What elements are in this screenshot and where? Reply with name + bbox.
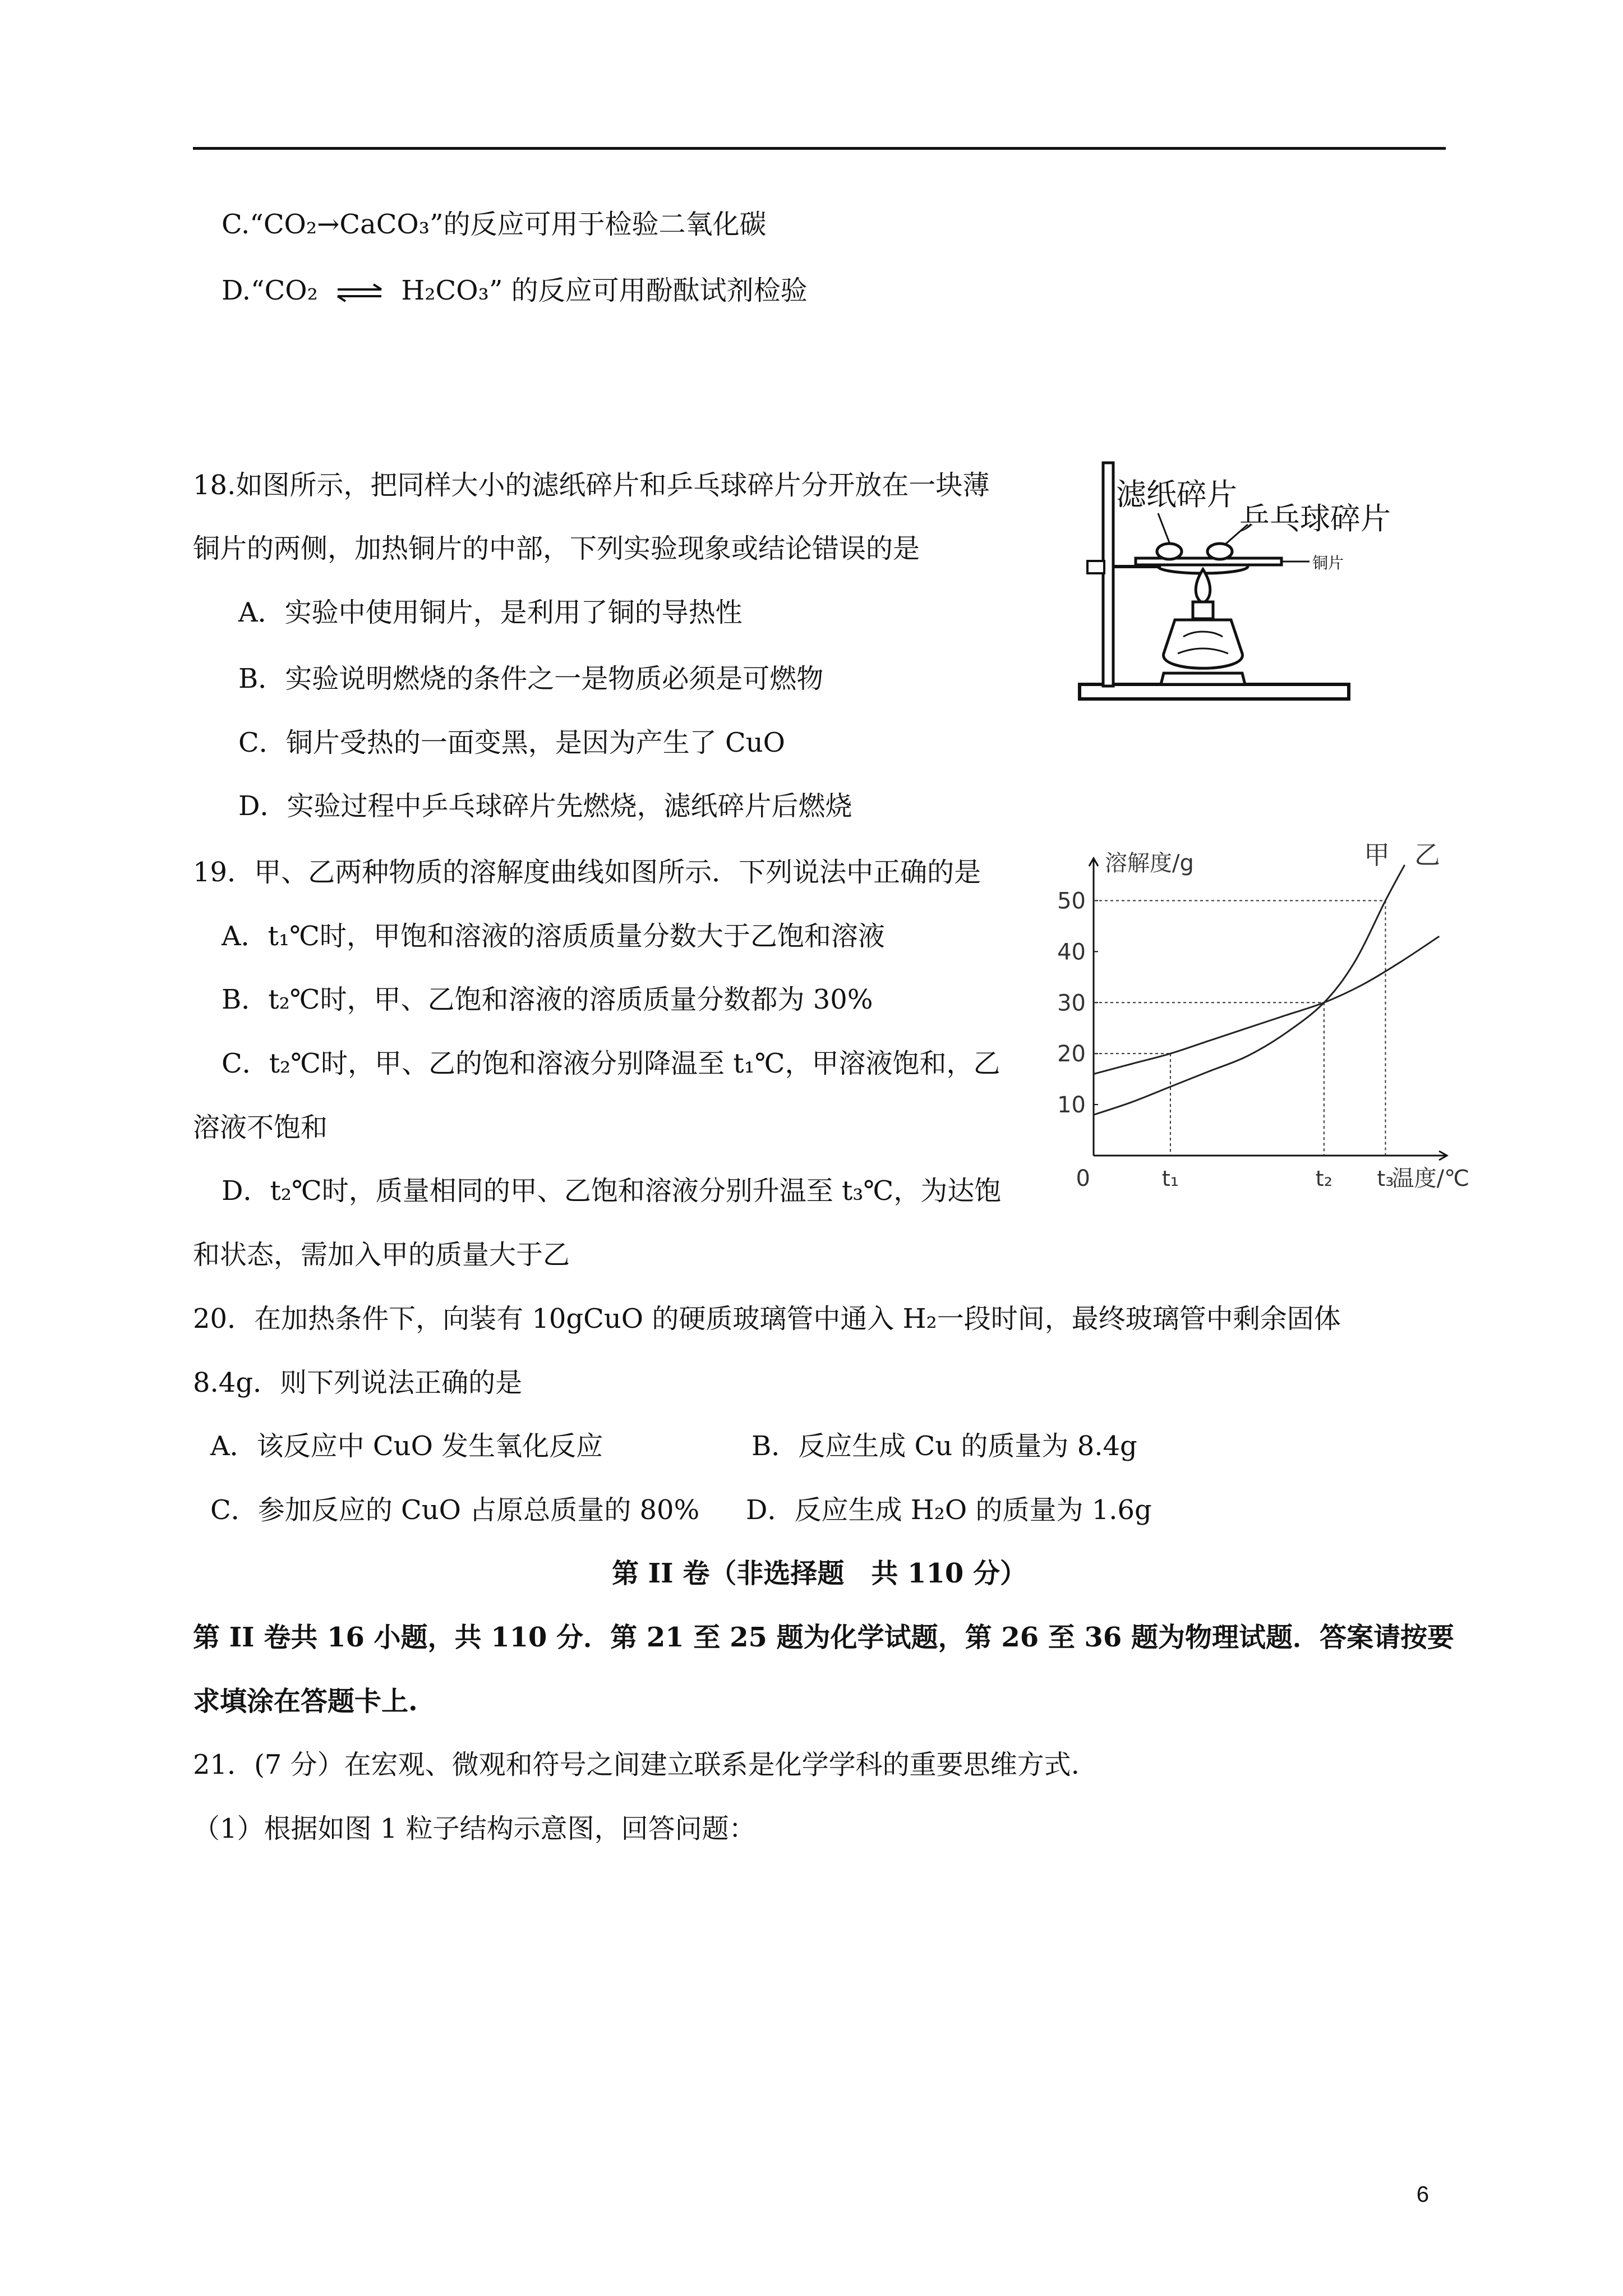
solubility-chart	[1054, 841, 1481, 1212]
combustion-apparatus-figure	[1074, 452, 1478, 710]
q18-stem-line2: 铜片的两侧，加热铜片的中部，下列实验现象或结论错误的是	[193, 533, 920, 564]
series-label-jia: 甲	[1364, 841, 1390, 870]
q19-option-c-line2: 溶液不饱和	[193, 1112, 328, 1143]
q20-stem-line2: 8.4g．则下列说法正确的是	[193, 1367, 523, 1398]
q21-stem: 21．(7 分）在宏观、微观和符号之间建立联系是化学学科的重要思维方式.	[193, 1749, 1080, 1780]
y-tick-label: 10	[1057, 1092, 1086, 1119]
q17-option-d-prefix: D.“CO₂	[222, 275, 318, 306]
q21-sub1: （1）根据如图 1 粒子结构示意图，回答问题：	[193, 1813, 756, 1844]
x-axis-label: 温度/℃	[1391, 1166, 1469, 1191]
section2-desc-line1: 第 II 卷共 16 小题，共 110 分．第 21 至 25 题为化学试题，第 26 至 36 题为物理试题．答案请按要	[193, 1622, 1455, 1653]
q19-option-a: A．t₁℃时，甲饱和溶液的溶质质量分数大于乙饱和溶液	[222, 921, 885, 952]
copper-plate	[1136, 558, 1281, 565]
q18-option-d: D．实验过程中乒乓球碎片先燃烧，滤纸碎片后燃烧	[238, 790, 852, 822]
label-filter-paper: 滤纸碎片	[1116, 477, 1237, 512]
q20-stem-line1: 20．在加热条件下，向装有 10gCuO 的硬质玻璃管中通入 H₂一段时间，最终玻璃管中剩余固体	[193, 1303, 1341, 1335]
q19-option-d-line1: D．t₂℃时，质量相同的甲、乙饱和溶液分别升温至 t₃℃，为达饱	[222, 1175, 1002, 1207]
q18-option-a: A．实验中使用铜片，是利用了铜的导热性	[238, 597, 743, 628]
reversible-arrow-icon	[334, 282, 385, 304]
x-tick-label: t₁	[1161, 1166, 1179, 1191]
label-copper: 铜片	[1312, 554, 1344, 572]
series-jia-line	[1094, 865, 1405, 1115]
x-tick-label: t₂	[1315, 1166, 1332, 1191]
q19-stem: 19．甲、乙两种物质的溶解度曲线如图所示．下列说法中正确的是	[193, 857, 981, 888]
alcohol-lamp	[1164, 620, 1243, 668]
section2-desc-line2: 求填涂在答题卡上.	[193, 1686, 418, 1717]
header-rule	[193, 147, 1446, 150]
q18-stem-line1: 18.如图所示，把同样大小的滤纸碎片和乒乓球碎片分开放在一块薄	[193, 470, 990, 501]
label-pingpong: 乒乓球碎片	[1239, 501, 1391, 536]
q17-option-c: C.“CO₂→CaCO₃”的反应可用于检验二氧化碳	[222, 209, 767, 240]
q17-option-d-suffix: H₂CO₃” 的反应可用酚酞试剂检验	[401, 275, 808, 306]
q20-option-d: D．反应生成 H₂O 的质量为 1.6g	[746, 1494, 1152, 1526]
section2-title: 第 II 卷（非选择题 共 110 分）	[612, 1558, 1027, 1589]
series-label-yi: 乙	[1414, 841, 1440, 870]
y-tick-label: 20	[1057, 1041, 1086, 1068]
q17-option-d	[222, 274, 808, 307]
pingpong-piece	[1207, 544, 1232, 559]
q19-option-d-line2: 和状态，需加入甲的质量大于乙	[193, 1239, 570, 1271]
stand-base	[1080, 684, 1349, 699]
q19-option-c-line1: C．t₂℃时，甲、乙的饱和溶液分别降温至 t₁℃，甲溶液饱和，乙	[222, 1048, 1000, 1079]
origin-label: 0	[1076, 1166, 1090, 1191]
q20-option-c: C．参加反应的 CuO 占原总质量的 80%	[210, 1494, 700, 1526]
y-tick-label: 30	[1057, 990, 1086, 1016]
q20-option-a: A．该反应中 CuO 发生氧化反应	[210, 1430, 603, 1462]
q18-option-c: C．铜片受热的一面变黑，是因为产生了 CuO	[238, 727, 785, 758]
y-tick-label: 40	[1057, 939, 1086, 965]
filter-paper-piece	[1157, 544, 1182, 559]
q18-option-b: B．实验说明燃烧的条件之一是物质必须是可燃物	[238, 663, 824, 694]
y-axis-label: 溶解度/g	[1105, 850, 1194, 876]
y-tick-label: 50	[1057, 888, 1086, 914]
q19-option-b: B．t₂℃时，甲、乙饱和溶液的溶质质量分数都为 30%	[222, 984, 873, 1015]
q20-option-b: B．反应生成 Cu 的质量为 8.4g	[751, 1430, 1137, 1462]
page-number: 6	[1416, 2182, 1429, 2207]
x-tick-label: t₃	[1377, 1166, 1394, 1191]
